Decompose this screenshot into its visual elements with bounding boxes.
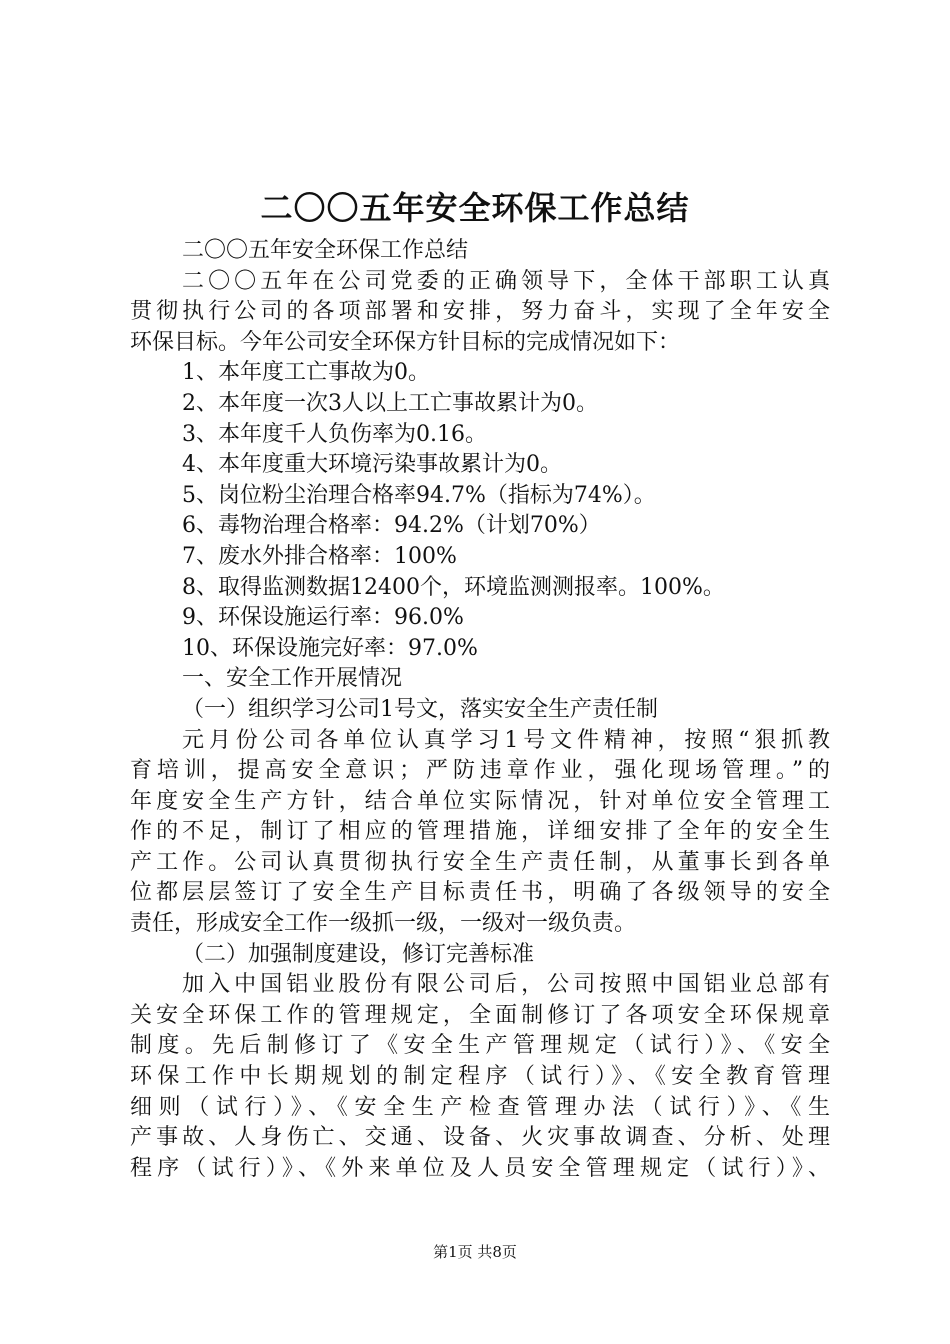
paragraph-line: 产事故、人身伤亡、交通、设备、火灾事故调查、分析、处理 <box>130 1125 830 1151</box>
paragraph-line: 6、毒物治理合格率：94.2%（计划70%） <box>182 513 601 539</box>
paragraph-line: 育培训，提高安全意识；严防违章作业，强化现场管理。”的 <box>130 758 830 784</box>
paragraph-line: 4、本年度重大环境污染事故累计为0。 <box>182 452 562 478</box>
paragraph-line: 二〇〇五年安全环保工作总结 <box>182 238 469 263</box>
paragraph-line: （一）组织学习公司1号文，落实安全生产责任制 <box>182 696 658 722</box>
paragraph-line: 3、本年度千人负伤率为0.16。 <box>182 421 487 447</box>
paragraph-line: 制度。先后制修订了《安全生产管理规定（试行）》、《安全 <box>130 1033 830 1059</box>
paragraph-line: 环保工作中长期规划的制定程序（试行）》、《安全教育管理 <box>130 1064 830 1090</box>
paragraph-line: 环保目标。今年公司安全环保方针目标的完成情况如下： <box>130 329 681 355</box>
paragraph-line: 作的不足，制订了相应的管理措施，详细安排了全年的安全生 <box>130 819 830 845</box>
paragraph-line: 贯彻执行公司的各项部署和安排，努力奋斗，实现了全年安全 <box>130 299 830 325</box>
paragraph-line: 元月份公司各单位认真学习1号文件精神，按照“狠抓教 <box>182 727 830 753</box>
paragraph-line: 细则（试行）》、《安全生产检查管理办法（试行）》、《生 <box>130 1094 830 1120</box>
paragraph-line: 5、岗位粉尘治理合格率94.7%（指标为74%）。 <box>182 482 656 508</box>
paragraph-line: 9、环保设施运行率：96.0% <box>182 605 464 631</box>
paragraph-line: 责任，形成安全工作一级抓一级，一级对一级负责。 <box>130 911 637 937</box>
document-title: 二〇〇五年安全环保工作总结 <box>260 189 690 227</box>
paragraph-line: 一、安全工作开展情况 <box>182 666 403 692</box>
paragraph-line: 产工作。公司认真贯彻执行安全生产责任制，从董事长到各单 <box>130 849 830 875</box>
document-body <box>130 236 830 1184</box>
paragraph-line: 关安全环保工作的管理规定，全面制修订了各项安全环保规章 <box>130 1002 830 1028</box>
paragraph-line: 2、本年度一次3人以上工亡事故累计为0。 <box>182 390 598 416</box>
paragraph-line: 8、取得监测数据12400个，环境监测测报率。100%。 <box>182 574 725 600</box>
paragraph-line: 加入中国铝业股份有限公司后，公司按照中国铝业总部有 <box>182 972 830 998</box>
paragraph-line: 7、废水外排合格率：100% <box>182 543 457 569</box>
paragraph-line: 年度安全生产方针，结合单位实际情况，针对单位安全管理工 <box>130 788 830 814</box>
paragraph-line: 程序（试行）》、《外来单位及人员安全管理规定（试行）》、 <box>130 1155 830 1181</box>
paragraph-line: 1、本年度工亡事故为0。 <box>182 360 430 386</box>
paragraph-line: 二〇〇五年在公司党委的正确领导下，全体干部职工认真 <box>182 268 830 294</box>
paragraph-line: （二）加强制度建设，修订完善标准 <box>182 941 535 967</box>
page-footer: 第1页 共8页 <box>433 1243 517 1261</box>
paragraph-line: 10、环保设施完好率：97.0% <box>182 635 478 661</box>
paragraph-line: 位都层层签订了安全生产目标责任书，明确了各级领导的安全 <box>130 880 830 906</box>
